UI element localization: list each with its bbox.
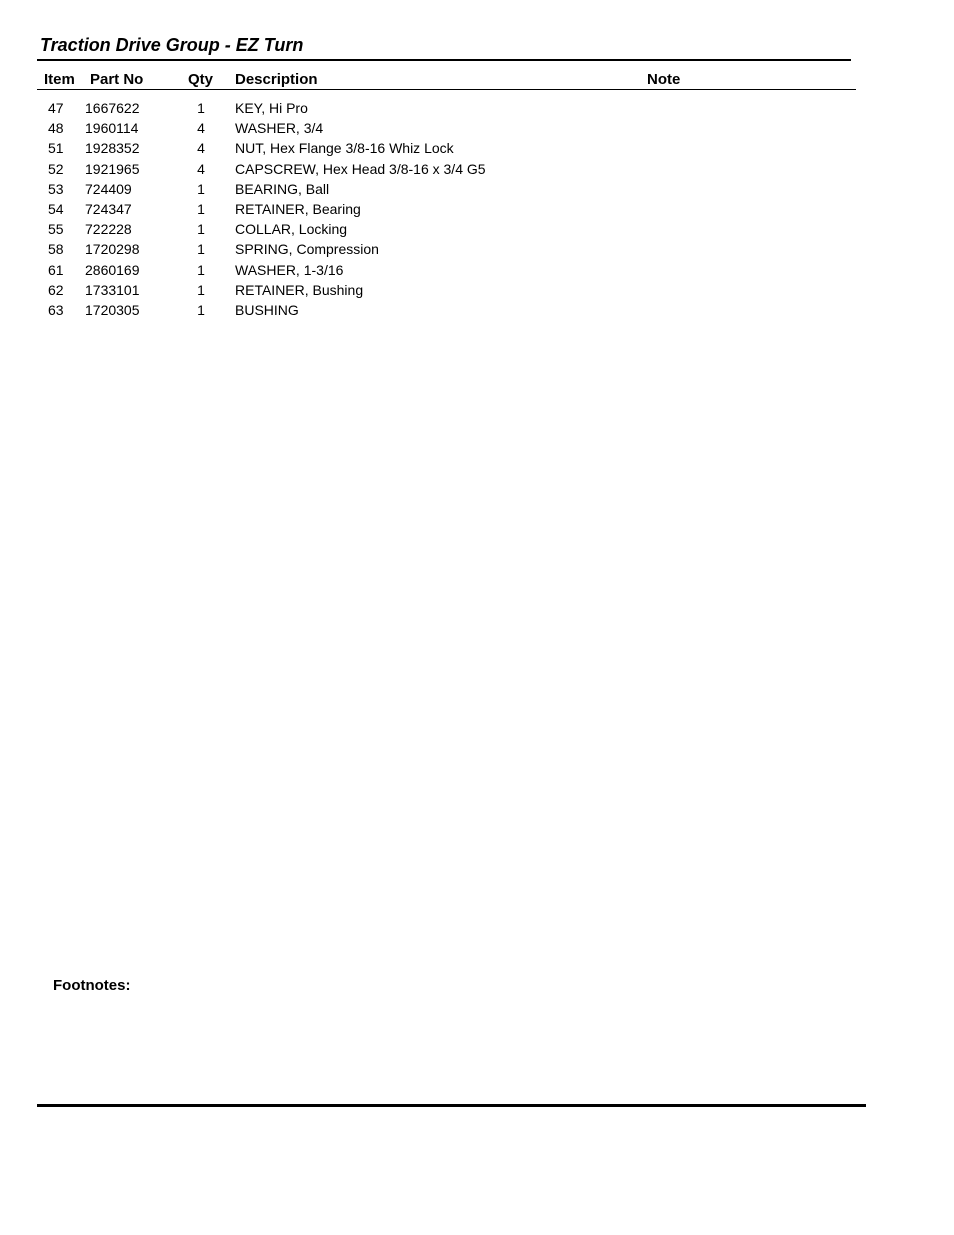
table-row — [0, 179, 954, 199]
table-row — [0, 260, 954, 280]
row-part-no: 1921965 — [85, 160, 140, 177]
row-description: COLLAR, Locking — [235, 221, 348, 238]
parts-table-body — [0, 98, 954, 320]
row-qty: 1 — [197, 100, 205, 116]
row-description: WASHER, 1-3/16 — [235, 261, 344, 278]
title-divider — [37, 59, 851, 61]
row-description: KEY, Hi Pro — [235, 100, 308, 116]
row-part-no: 1720298 — [85, 241, 140, 258]
row-part-no: 1733101 — [85, 281, 140, 298]
row-item: 54 — [48, 200, 64, 217]
row-item: 55 — [48, 221, 64, 238]
row-item: 58 — [48, 241, 64, 258]
row-description: RETAINER, Bearing — [235, 200, 361, 217]
header-divider — [37, 89, 856, 90]
row-item: 63 — [48, 301, 64, 318]
table-row — [0, 300, 954, 320]
table-row — [0, 118, 954, 138]
table-header — [0, 71, 954, 89]
header-qty: Qty — [188, 71, 214, 88]
row-item: 61 — [48, 261, 64, 278]
row-description: BEARING, Ball — [235, 180, 330, 197]
row-qty: 1 — [197, 301, 205, 318]
table-row — [0, 138, 954, 158]
table-row — [0, 159, 954, 179]
row-item: 47 — [48, 100, 64, 116]
row-item: 52 — [48, 160, 64, 177]
table-row — [0, 219, 954, 239]
table-row — [0, 239, 954, 259]
row-part-no: 1720305 — [85, 301, 140, 318]
header-part-no: Part No — [90, 71, 144, 88]
header-note: Note — [647, 71, 681, 88]
row-qty: 1 — [197, 180, 205, 197]
row-qty: 4 — [197, 140, 205, 157]
table-row — [0, 199, 954, 219]
row-description: CAPSCREW, Hex Head 3/8-16 x 3/4 G5 — [235, 160, 486, 177]
row-description: BUSHING — [235, 301, 299, 318]
row-part-no: 1667622 — [85, 100, 140, 116]
row-qty: 1 — [197, 221, 205, 238]
footnotes-label: Footnotes: — [53, 977, 131, 994]
row-qty: 4 — [197, 120, 205, 137]
table-row — [0, 98, 954, 118]
row-item: 62 — [48, 281, 64, 298]
row-part-no: 1960114 — [85, 120, 139, 137]
row-qty: 1 — [197, 281, 205, 298]
row-description: WASHER, 3/4 — [235, 120, 324, 137]
row-part-no: 1928352 — [85, 140, 140, 157]
bottom-divider — [37, 1104, 866, 1107]
row-description: SPRING, Compression — [235, 241, 379, 258]
row-part-no: 724347 — [85, 200, 132, 217]
header-description: Description — [235, 71, 318, 88]
row-part-no: 724409 — [85, 180, 132, 197]
row-item: 48 — [48, 120, 64, 137]
row-part-no: 722228 — [85, 221, 132, 238]
row-qty: 1 — [197, 261, 205, 278]
header-item: Item — [44, 71, 75, 88]
row-part-no: 2860169 — [85, 261, 140, 278]
row-qty: 4 — [197, 160, 205, 177]
page-title: Traction Drive Group - EZ Turn — [40, 35, 304, 55]
row-description: NUT, Hex Flange 3/8-16 Whiz Lock — [235, 140, 454, 157]
row-qty: 1 — [197, 200, 205, 217]
row-item: 51 — [48, 140, 64, 157]
row-qty: 1 — [197, 241, 205, 258]
table-row — [0, 280, 954, 300]
row-item: 53 — [48, 180, 64, 197]
row-description: RETAINER, Bushing — [235, 281, 364, 298]
